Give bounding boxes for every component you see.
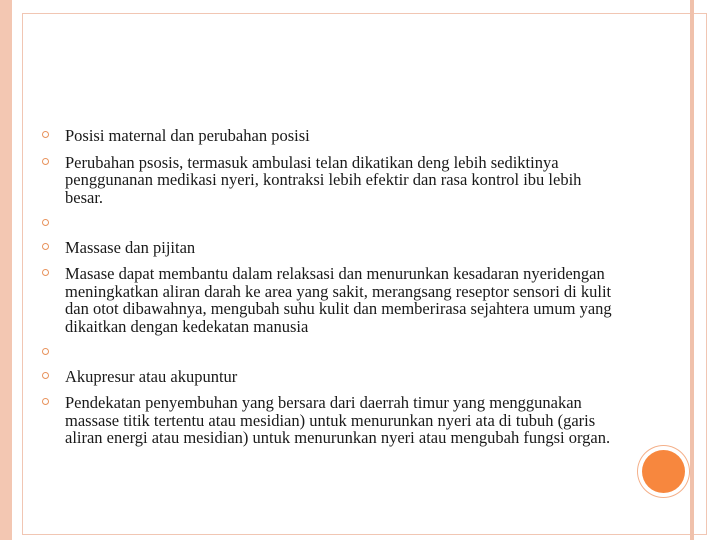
bullet-text: Perubahan psosis, termasuk ambulasi telan dikatikan deng lebih sediktinya penggunanan medikasi nyeri, kontraksi lebih efektir dan rasa kontrol ibu lebih besar. xyxy=(65,152,582,207)
list-item xyxy=(42,344,617,362)
bullet-text: Massase dan pijitan xyxy=(65,237,196,257)
list-item xyxy=(42,265,617,335)
bullet-ring-icon xyxy=(42,348,49,355)
bullet-ring-icon xyxy=(42,131,49,138)
bullet-ring-icon xyxy=(42,158,49,165)
orange-circle-decor xyxy=(642,450,685,493)
right-decor-bar xyxy=(690,0,694,540)
list-item xyxy=(42,154,617,207)
bullet-ring-icon xyxy=(42,398,49,405)
bullet-ring-icon xyxy=(42,219,49,226)
bullet-ring-icon xyxy=(42,372,49,379)
list-item xyxy=(42,215,617,233)
bullet-list xyxy=(42,127,617,456)
bullet-text: Posisi maternal dan perubahan posisi xyxy=(65,126,310,145)
list-item xyxy=(42,394,617,447)
list-item xyxy=(42,368,617,386)
left-decor-stripe xyxy=(0,0,12,540)
bullet-text: Masase dapat membantu dalam relaksasi dan menurunkan kesadaran nyeridengan meningkatkan aliran darah ke area yang sakit, merangsang reseptor sensori di kulit dan otot dibawahnya, mengubah suhu kulit dan memberirasa sejahtera umum yang dikaitkan dengan kedekatan manusia xyxy=(65,264,612,336)
bullet-ring-icon xyxy=(42,269,49,276)
bullet-text: Akupresur atau akupuntur xyxy=(65,366,238,386)
list-item xyxy=(42,239,617,257)
bullet-text: Pendekatan penyembuhan yang bersara dari daerrah timur yang menggunakan massase titik tertentu atau mesidian) untuk menurunkan nyeri ata di tubuh (garis aliran energi atau mesidian) untuk menurunkan nyeri atau mengubah fungsi organ. xyxy=(65,393,611,447)
list-item xyxy=(42,127,617,145)
bullet-ring-icon xyxy=(42,243,49,250)
